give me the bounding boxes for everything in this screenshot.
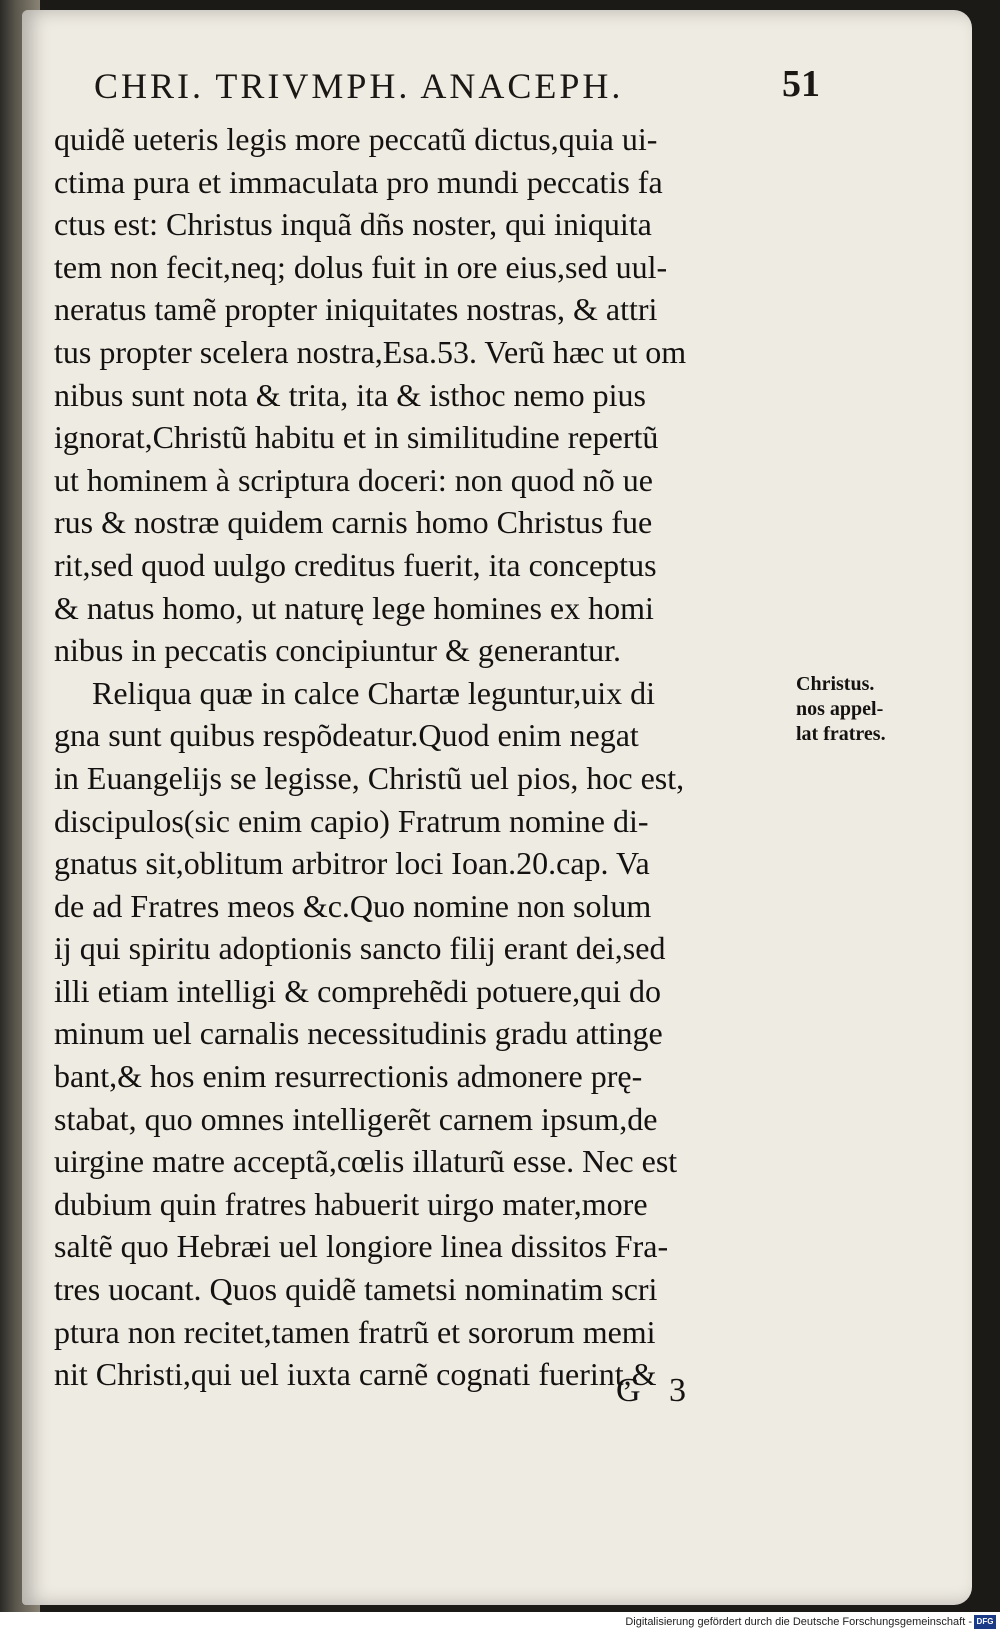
text-line: tem non fecit,neq; dolus fuit in ore eius,sed uul-	[54, 248, 668, 285]
marginal-note-line: lat fratres.	[796, 723, 886, 745]
text-line: in Euangelijs se legisse, Christũ uel pios, hoc est,	[54, 759, 685, 796]
text-line: ij qui spiritu adoptionis sancto filij erant dei,sed	[54, 930, 666, 967]
funding-credit: Digitalisierung gefördert durch die Deutsche Forschungsgemeinschaft -	[625, 1616, 972, 1628]
text-line: stabat, quo omnes intelligerẽt carnem ipsum,de	[54, 1100, 658, 1137]
text-line: ctima pura et immaculata pro mundi peccatis fa	[54, 163, 663, 200]
book-page	[22, 10, 972, 1605]
dfg-logo: DFG	[974, 1615, 996, 1629]
text-line: & natus homo, ut naturę lege homines ex homi	[54, 589, 654, 626]
body-text	[54, 118, 794, 1396]
text-line: quidẽ ueteris legis more peccatũ dictus,quia ui-	[54, 121, 658, 157]
text-line: nibus sunt nota & trita, ita & isthoc nemo pius	[54, 376, 646, 413]
text-line: nibus in peccatis concipiuntur & generantur.	[54, 632, 621, 669]
running-head: CHRI. TRIVMPH. ANACEPH.	[94, 66, 624, 106]
text-line: rus & nostræ quidem carnis homo Christus fue	[54, 504, 653, 541]
footer-bar	[0, 1612, 1000, 1635]
text-line: tus propter scelera nostra,Esa.53. Verũ hæc ut om	[54, 333, 687, 370]
marginal-note-line: nos appel-	[796, 698, 884, 720]
text-line: de ad Fratres meos &c.Quo nomine non solum	[54, 887, 652, 924]
marginal-note	[796, 672, 946, 747]
text-line: saltẽ quo Hebræi uel longiore linea dissitos Fra-	[54, 1228, 669, 1265]
text-line: ptura non recitet,tamen fratrũ et sororum memi	[54, 1313, 656, 1350]
text-line: minum uel carnalis necessitudinis gradu attinge	[54, 1015, 663, 1052]
text-line: uirgine matre acceptã,cœlis illaturũ esse. Nec est	[54, 1143, 678, 1180]
page-number: 51	[782, 63, 820, 105]
text-line: tres uocant. Quos quidẽ tametsi nominatim scri	[54, 1271, 658, 1308]
text-line: gnatus sit,oblitum arbitror loci Ioan.20.cap. Va	[54, 845, 650, 882]
text-line: discipulos(sic enim capio) Fratrum nomine di-	[54, 802, 649, 839]
text-line: bant,& hos enim resurrectionis admonere prę-	[54, 1058, 643, 1095]
text-line: nit Christi,qui uel iuxta carnẽ cognati fuerint,&	[54, 1356, 657, 1393]
text-line: illi etiam intelligi & comprehẽdi potuere,qui do	[54, 972, 661, 1009]
text-line: dubium quin fratres habuerit uirgo mater,more	[54, 1185, 648, 1222]
text-line: neratus tamẽ propter iniquitates nostras, & attri	[54, 291, 658, 328]
text-line: ctus est: Christus inquã dñs noster, qui iniquita	[54, 206, 652, 243]
text-line: ut hominem à scriptura doceri: non quod nõ ue	[54, 461, 653, 498]
text-line: rit,sed quod uulgo creditus fuerit, ita conceptus	[54, 546, 657, 583]
text-line: gna sunt quibus respõdeatur.Quod enim negat	[54, 717, 639, 754]
marginal-note-line: Christus.	[796, 673, 875, 695]
signature-mark: G 3	[616, 1372, 697, 1409]
text-line: ignorat,Christũ habitu et in similitudine repertũ	[54, 419, 659, 456]
paragraph-start-line: Reliqua quæ in calce Chartæ leguntur,uix di	[92, 674, 656, 711]
